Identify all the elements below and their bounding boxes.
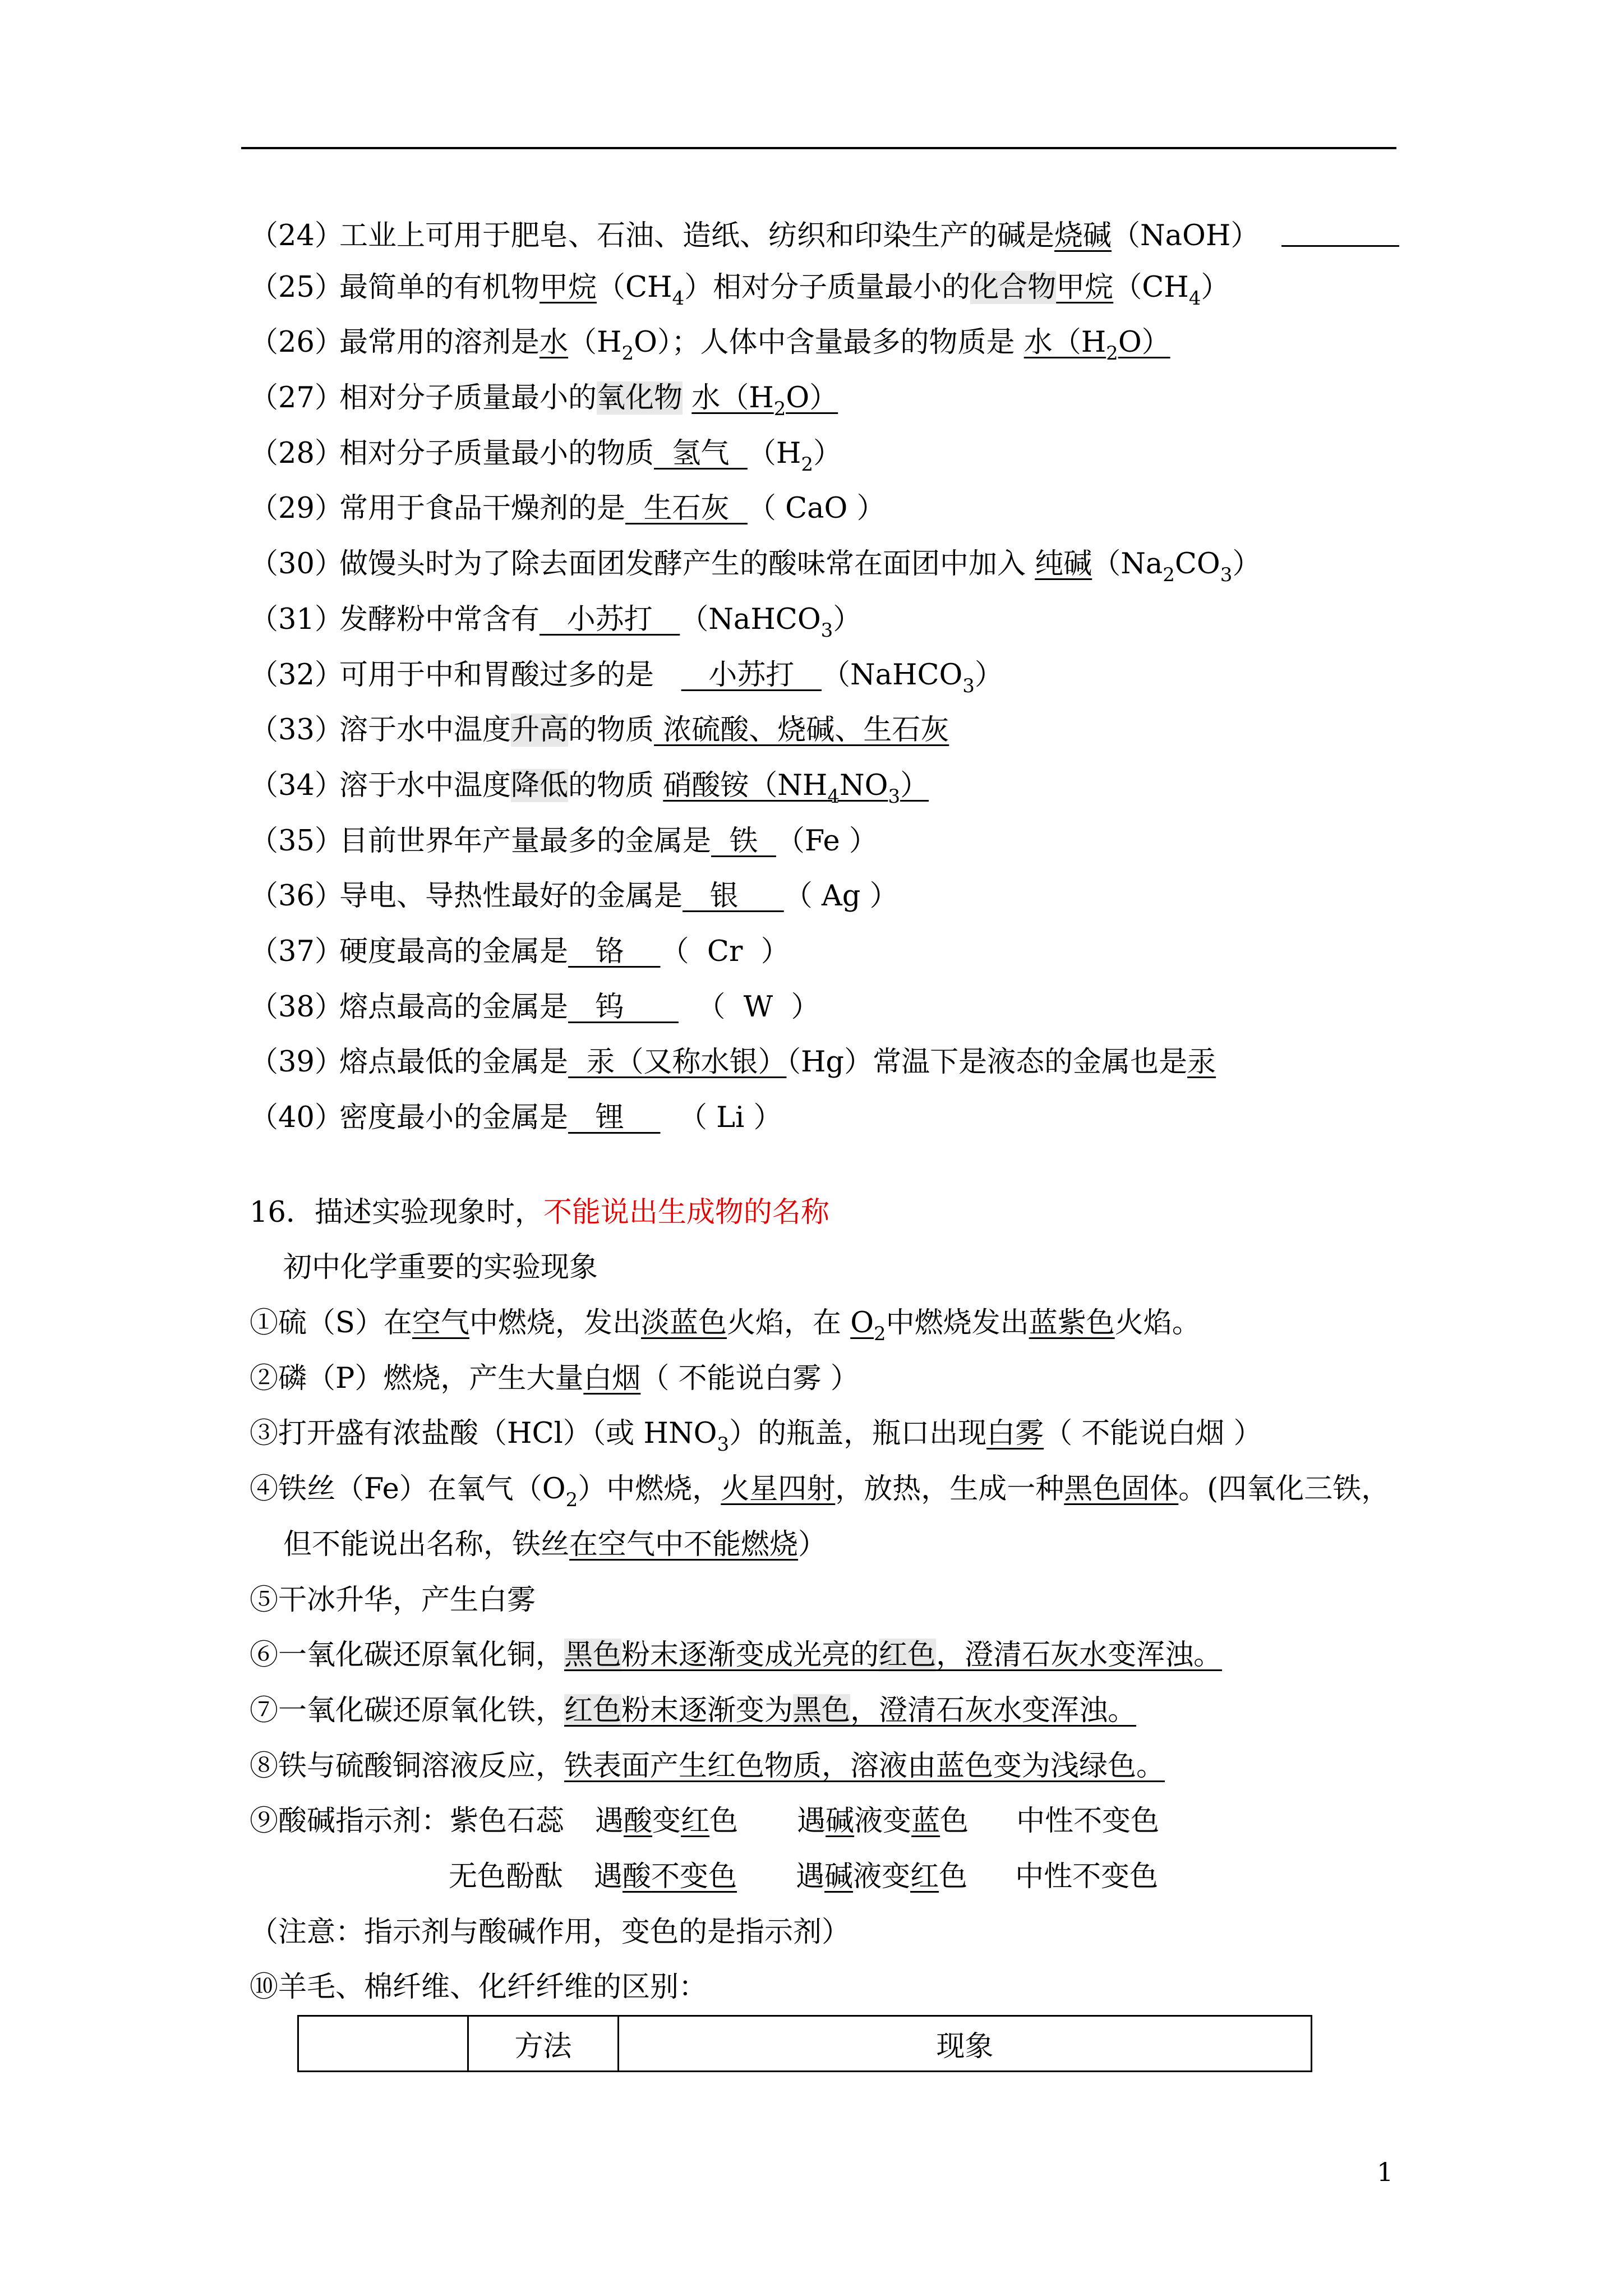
exp-10: ⑩羊毛、棉纤维、化纤纤维的区别：	[250, 1971, 708, 2004]
section-16-heading: 16．描述实验现象时，不能说出生成物的名称	[250, 1195, 829, 1229]
page-number: 1	[1377, 2157, 1394, 2187]
exp-6: ⑥一氧化碳还原氧化铜，黑色粉末逐渐变成光亮的红色，澄清石灰水变浑浊。	[250, 1639, 1223, 1672]
item-25: （25）最简单的有机物甲烷$(CH_4)$相对分子质量最小的化合物甲烷$(CH_4)$	[250, 270, 1230, 310]
item-37: （37）硬度最高的金属是 铬 （ Cr ）	[250, 935, 790, 968]
exp-1: ①硫（S）在空气中燃烧，发出淡蓝色火焰，在 $O_2$中燃烧发出蓝紫色火焰。	[250, 1306, 1201, 1346]
exp-4-continued: 但不能说出名称，铁丝在空气中不能燃烧）	[283, 1527, 827, 1561]
item-26: （26）最常用的溶剂是水$(H_2O)$；人体中含量最多的物质是 水$(H_2O)$	[250, 326, 1170, 365]
red-emphasis: 不能说出生成物的名称	[543, 1195, 829, 1229]
exp-9-phenolphthalein: 无色酚酞 遇酸不变色 遇碱液变红色 中性不变色	[449, 1860, 1159, 1893]
item-38: （38）熔点最高的金属是 钨 （ W ）	[250, 990, 820, 1024]
exp-3: ③打开盛有浓盐酸（HCl）（或 $HNO_3$）的瓶盖，瓶口出现白雾（ 不能说白烟 ）	[250, 1417, 1262, 1456]
item-30: （30）做馒头时为了除去面团发酵产生的酸味常在面团中加入 纯碱$(Na_2CO_3)$	[250, 547, 1261, 587]
item-34: （34）溶于水中温度降低的物质 硝酸铵$(NH_4NO_3)$	[250, 769, 929, 808]
item-31: （31）发酵粉中常含有 小苏打 （NaHCO$_3$）	[250, 602, 862, 642]
exp-8: ⑧铁与硫酸铜溶液反应，铁表面产生红色物质，溶液由蓝色变为浅绿色。	[250, 1749, 1165, 1783]
answer: 烧碱	[1054, 219, 1112, 252]
highlight: 升高	[511, 714, 569, 747]
item-29: （29）常用于食品干燥剂的是 生石灰 （ CaO ）	[250, 492, 886, 526]
item-40: （40）密度最小的金属是 锂 （ Li ）	[250, 1101, 782, 1134]
item-33: （33）溶于水中温度升高的物质 浓硫酸、烧碱、生石灰	[250, 714, 949, 747]
blank-line	[1281, 205, 1399, 247]
item-36: （36）导电、导热性最好的金属是 银 （ Ag ）	[250, 880, 898, 913]
highlight: 降低	[511, 769, 569, 802]
fiber-comparison-table	[297, 2015, 1312, 2072]
section-16-subtitle: 初中化学重要的实验现象	[283, 1251, 598, 1285]
exp-5: ⑤干冰升华，产生白雾	[250, 1583, 536, 1617]
table-header-cell: 方法	[468, 2016, 619, 2072]
table-header-cell	[298, 2016, 468, 2072]
exp-2: ②磷（P）燃烧，产生大量白烟（ 不能说白雾 ）	[250, 1361, 859, 1395]
item-39: （39）熔点最低的金属是 汞（又称水银）（Hg）常温下是液态的金属也是汞	[250, 1046, 1216, 1079]
item-35: （35）目前世界年产量最多的金属是 铁 （Fe ）	[250, 824, 878, 858]
highlight: 氧化物	[597, 381, 683, 415]
exp-4: ④铁丝（Fe）在氧气$(O_2)$中燃烧，火星四射，放热，生成一种黑色固体。(四氧化三铁，	[250, 1473, 1390, 1512]
exp-9: ⑨酸碱指示剂：紫色石蕊 遇酸变红色 遇碱液变蓝色 中性不变色	[250, 1805, 1160, 1838]
exp-7: ⑦一氧化碳还原氧化铁，红色粉末逐渐变为黑色，澄清石灰水变浑浊。	[250, 1694, 1137, 1727]
document-body	[250, 205, 1399, 2016]
item-27: （27）相对分子质量最小的氧化物 水$(H_2O)$	[250, 381, 838, 421]
item-24: （24）工业上可用于肥皂、石油、造纸、纺织和印染生产的碱是烧碱（NaOH）	[250, 205, 1399, 260]
indicator-note: （注意：指示剂与酸碱作用，变色的是指示剂）	[250, 1915, 851, 1949]
table-header-row	[298, 2016, 1312, 2072]
header-rule	[241, 147, 1396, 149]
highlight: 化合物	[970, 270, 1057, 304]
item-28: （28）相对分子质量最小的物质 氢气 $(H_2)$	[250, 436, 842, 476]
item-32: （32）可用于中和胃酸过多的是 小苏打 （NaHCO$_3$）	[250, 658, 1003, 697]
table-header-cell: 现象	[619, 2016, 1312, 2072]
